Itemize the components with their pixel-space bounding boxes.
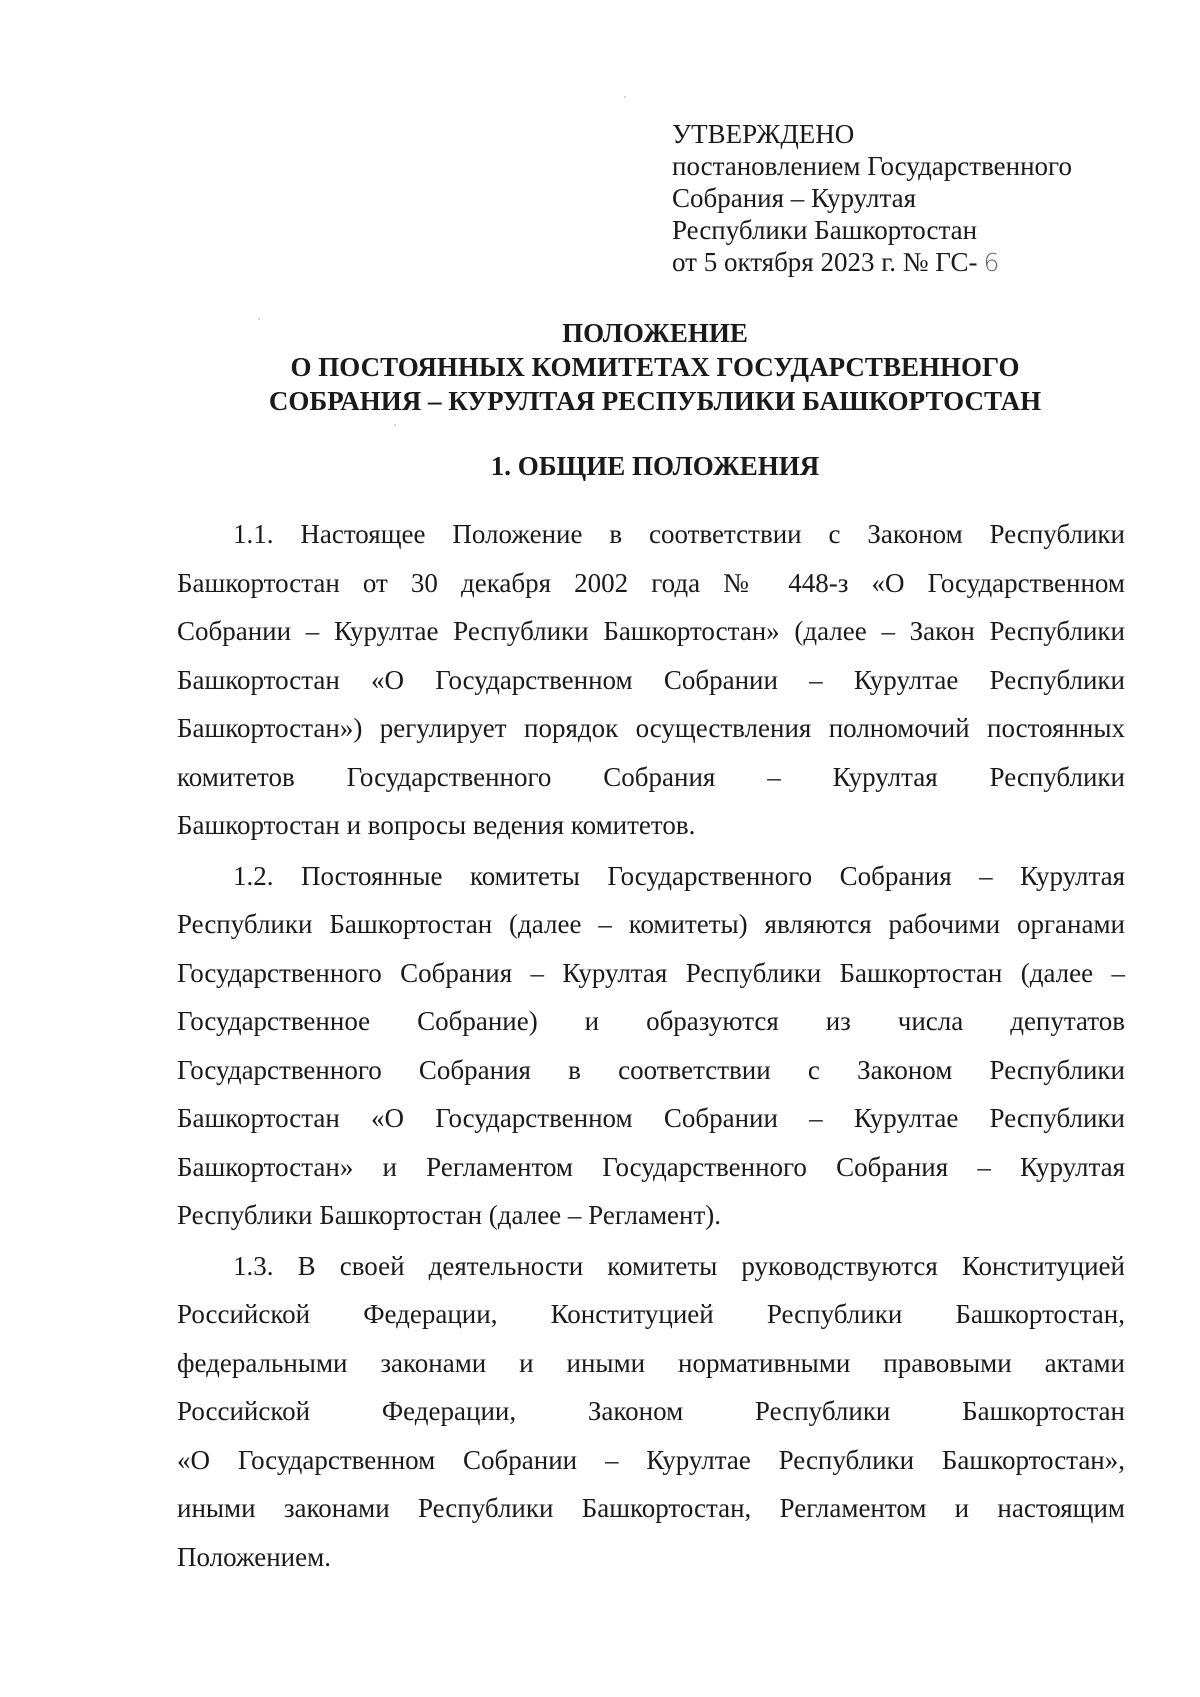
text-line: «О Государственном Собрании – Курултае Республики Башкортостан», [177,1444,1125,1475]
text-line: Башкортостан и вопросы ведения комитетов. [177,810,696,840]
text-line: Государственного Собрания – Курултая Республики Башкортостан (далее – [177,957,1125,988]
text-line: федеральными законами и иными нормативными правовыми актами [177,1347,1125,1378]
text-line: комитетов Государственного Собрания – Курултая Республики [177,761,1125,792]
approval-date: от 5 октября 2023 г. № ГС- [672,247,978,277]
text-line: Башкортостан «О Государственном Собрании – Курултае Республики [177,664,1125,695]
text-line: 1.1. Настоящее Положение в соответствии с Законом Республики [233,519,1125,549]
text-line: Башкортостан») регулирует порядок осуществления полномочий постоянных [177,713,1125,743]
scan-speck [624,96,626,98]
title-line: СОБРАНИЯ – КУРУЛТАЯ РЕСПУБЛИКИ БАШКОРТОСТАН [268,386,1042,416]
text-line: Башкортостан «О Государственном Собрании – Курултае Республики [177,1103,1125,1133]
text-line: Положением. [177,1541,331,1572]
document-body [177,510,1125,1583]
text-line: иными законами Республики Башкортостан, Регламентом и настоящим [177,1493,1125,1523]
text-line: Государственного Собрания в соответствии с Законом Республики [177,1054,1125,1085]
text-line: Российской Федерации, Законом Республики Башкортостан [177,1396,1125,1426]
approval-block [672,118,1072,279]
section-heading: 1. ОБЩИЕ ПОЛОЖЕНИЯ [490,451,820,481]
handwritten-document-number: 6 [983,248,1000,277]
document-title [180,316,1130,418]
approval-line: постановлением Государственного [672,151,1072,181]
title-line: ПОЛОЖЕНИЕ [562,318,748,348]
scan-speck [258,318,260,320]
approval-date-number [672,246,1072,279]
paragraph-1-1 [177,510,1125,850]
scan-speck [394,424,396,426]
approval-stamp: УТВЕРЖДЕНО [672,119,855,149]
text-line: Российской Федерации, Конституцией Республики Башкортостан, [177,1299,1125,1329]
text-line: 1.2. Постоянные комитеты Государственного Собрания – Курултая [233,860,1125,891]
text-line: 1.3. В своей деятельности комитеты руководствуются Конституцией [233,1250,1125,1281]
text-line: Башкортостан от 30 декабря 2002 года № 448-з «О Государственном [177,567,1125,598]
paragraph-1-3 [177,1242,1125,1582]
text-line: Республики Башкортостан (далее – Регламент). [177,1200,722,1230]
text-line: Республики Башкортостан (далее – комитеты) являются рабочими органами [177,909,1125,939]
approval-line: Республики Башкортостан [672,215,978,245]
text-line: Башкортостан» и Регламентом Государственного Собрания – Курултая [177,1151,1125,1182]
paragraph-1-2 [177,852,1125,1240]
title-line: О ПОСТОЯННЫХ КОМИТЕТАХ ГОСУДАРСТВЕННОГО [290,352,1020,382]
approval-line: Собрания – Курултая [672,183,916,213]
text-line: Государственное Собрание) и образуются из числа депутатов [177,1006,1125,1036]
text-line: Собрании – Курултае Республики Башкортостан» (далее – Закон Республики [177,616,1125,646]
